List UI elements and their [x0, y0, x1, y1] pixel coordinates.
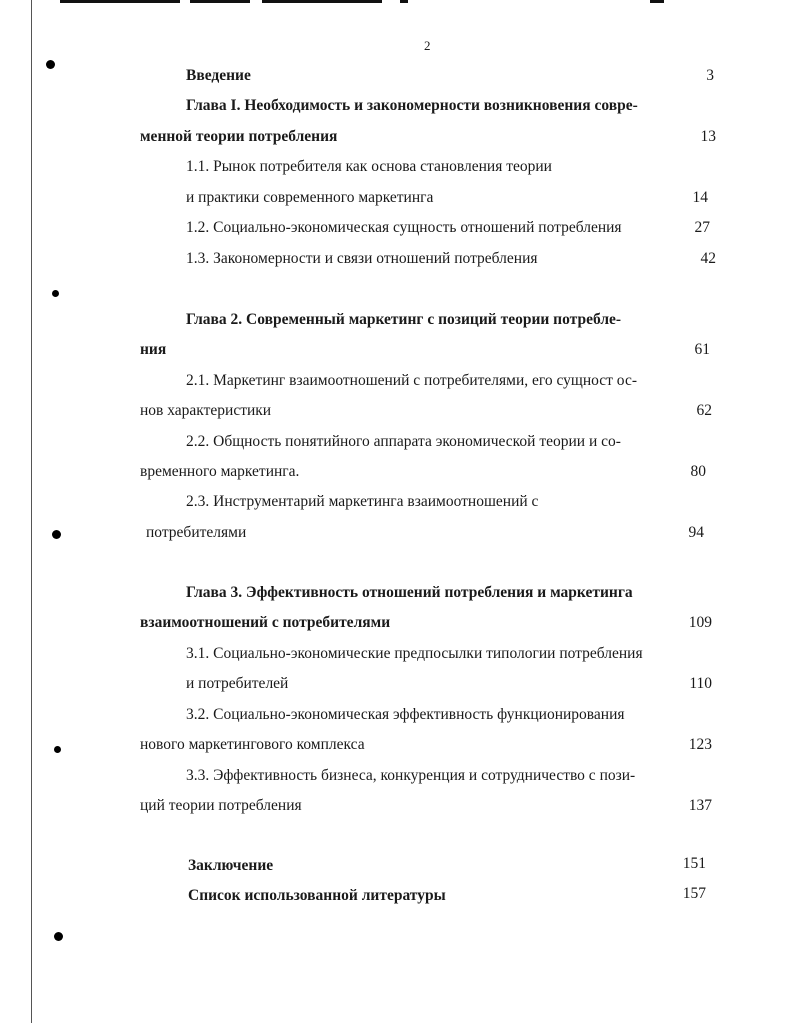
toc-ch3-line2: взаимоотношений с потребителями — [140, 614, 391, 631]
toc-s11-page: 14 — [692, 189, 708, 206]
toc-ch2-line1: Глава 2. Современный маркетинг с позиций теории потребле- — [186, 311, 622, 328]
toc-s12-label: 1.2. Социально-экономическая сущность отношений потребления — [186, 219, 622, 236]
scan-artifact-top — [650, 0, 664, 3]
toc-conclusion-page: 151 — [682, 855, 706, 872]
scan-artifact-top — [400, 0, 408, 3]
toc-s23-line2: потребителями — [146, 524, 247, 541]
toc-s32-line2: нового маркетингового комплекса — [140, 736, 365, 753]
page-number: 2 — [424, 38, 431, 53]
punch-hole — [52, 290, 59, 297]
toc-s21-line1: 2.1. Маркетинг взаимоотношений с потребителями, его сущност ос- — [186, 372, 637, 389]
toc-s22-page: 80 — [690, 463, 706, 480]
toc-ch3-page: 109 — [688, 614, 712, 631]
toc-s11-line2: и практики современного маркетинга — [186, 189, 434, 206]
punch-hole — [46, 60, 55, 69]
toc-ch2-line2: ния — [140, 341, 167, 358]
toc-s11-line1: 1.1. Рынок потребителя как основа становления теории — [186, 158, 552, 175]
scan-artifact-top — [262, 0, 382, 3]
punch-hole — [54, 746, 61, 753]
toc-s23-line1: 2.3. Инструментарий маркетинга взаимоотношений с — [186, 493, 539, 510]
toc-intro-label: Введение — [186, 67, 251, 84]
toc-s33-line2: ций теории потребления — [140, 797, 302, 814]
toc-s22-line2: временного маркетинга. — [140, 463, 300, 480]
toc-ch1-line1: Глава I. Необходимость и закономерности возникновения совре- — [186, 97, 638, 114]
toc-s31-page: 110 — [689, 675, 712, 692]
left-edge-line — [31, 0, 32, 1023]
toc-s23-page: 94 — [688, 524, 704, 541]
scan-artifact-top — [60, 0, 180, 3]
punch-hole — [54, 932, 63, 941]
toc-s12-page: 27 — [694, 219, 710, 236]
toc-s21-page: 62 — [696, 402, 712, 419]
toc-s22-line1: 2.2. Общность понятийного аппарата экономической теории и со- — [186, 433, 621, 450]
toc-s31-line1: 3.1. Социально-экономические предпосылки типологии потребления — [186, 645, 643, 662]
toc-s32-page: 123 — [688, 736, 712, 753]
toc-ch1-line2: менной теории потребления — [140, 128, 338, 145]
toc-conclusion-label: Заключение — [188, 857, 274, 874]
toc-s33-line1: 3.3. Эффективность бизнеса, конкуренция и сотрудничество с пози- — [186, 767, 636, 784]
toc-s31-line2: и потребителей — [186, 675, 289, 692]
scan-artifact-top — [190, 0, 250, 3]
toc-s13-page: 42 — [700, 250, 716, 267]
toc-ch1-page: 13 — [700, 128, 716, 145]
toc-s13-label: 1.3. Закономерности и связи отношений потребления — [186, 250, 538, 267]
toc-s32-line1: 3.2. Социально-экономическая эффективность функционирования — [186, 706, 625, 723]
toc-s33-page: 137 — [688, 797, 712, 814]
toc-intro-page: 3 — [706, 67, 714, 84]
punch-hole — [52, 530, 61, 539]
toc-s21-line2: нов характеристики — [140, 402, 272, 419]
toc-references-label: Список использованной литературы — [188, 887, 446, 904]
toc-ch3-line1: Глава 3. Эффективность отношений потребления и маркетинга — [186, 584, 633, 601]
toc-references-page: 157 — [682, 885, 706, 902]
toc-ch2-page: 61 — [694, 341, 710, 358]
